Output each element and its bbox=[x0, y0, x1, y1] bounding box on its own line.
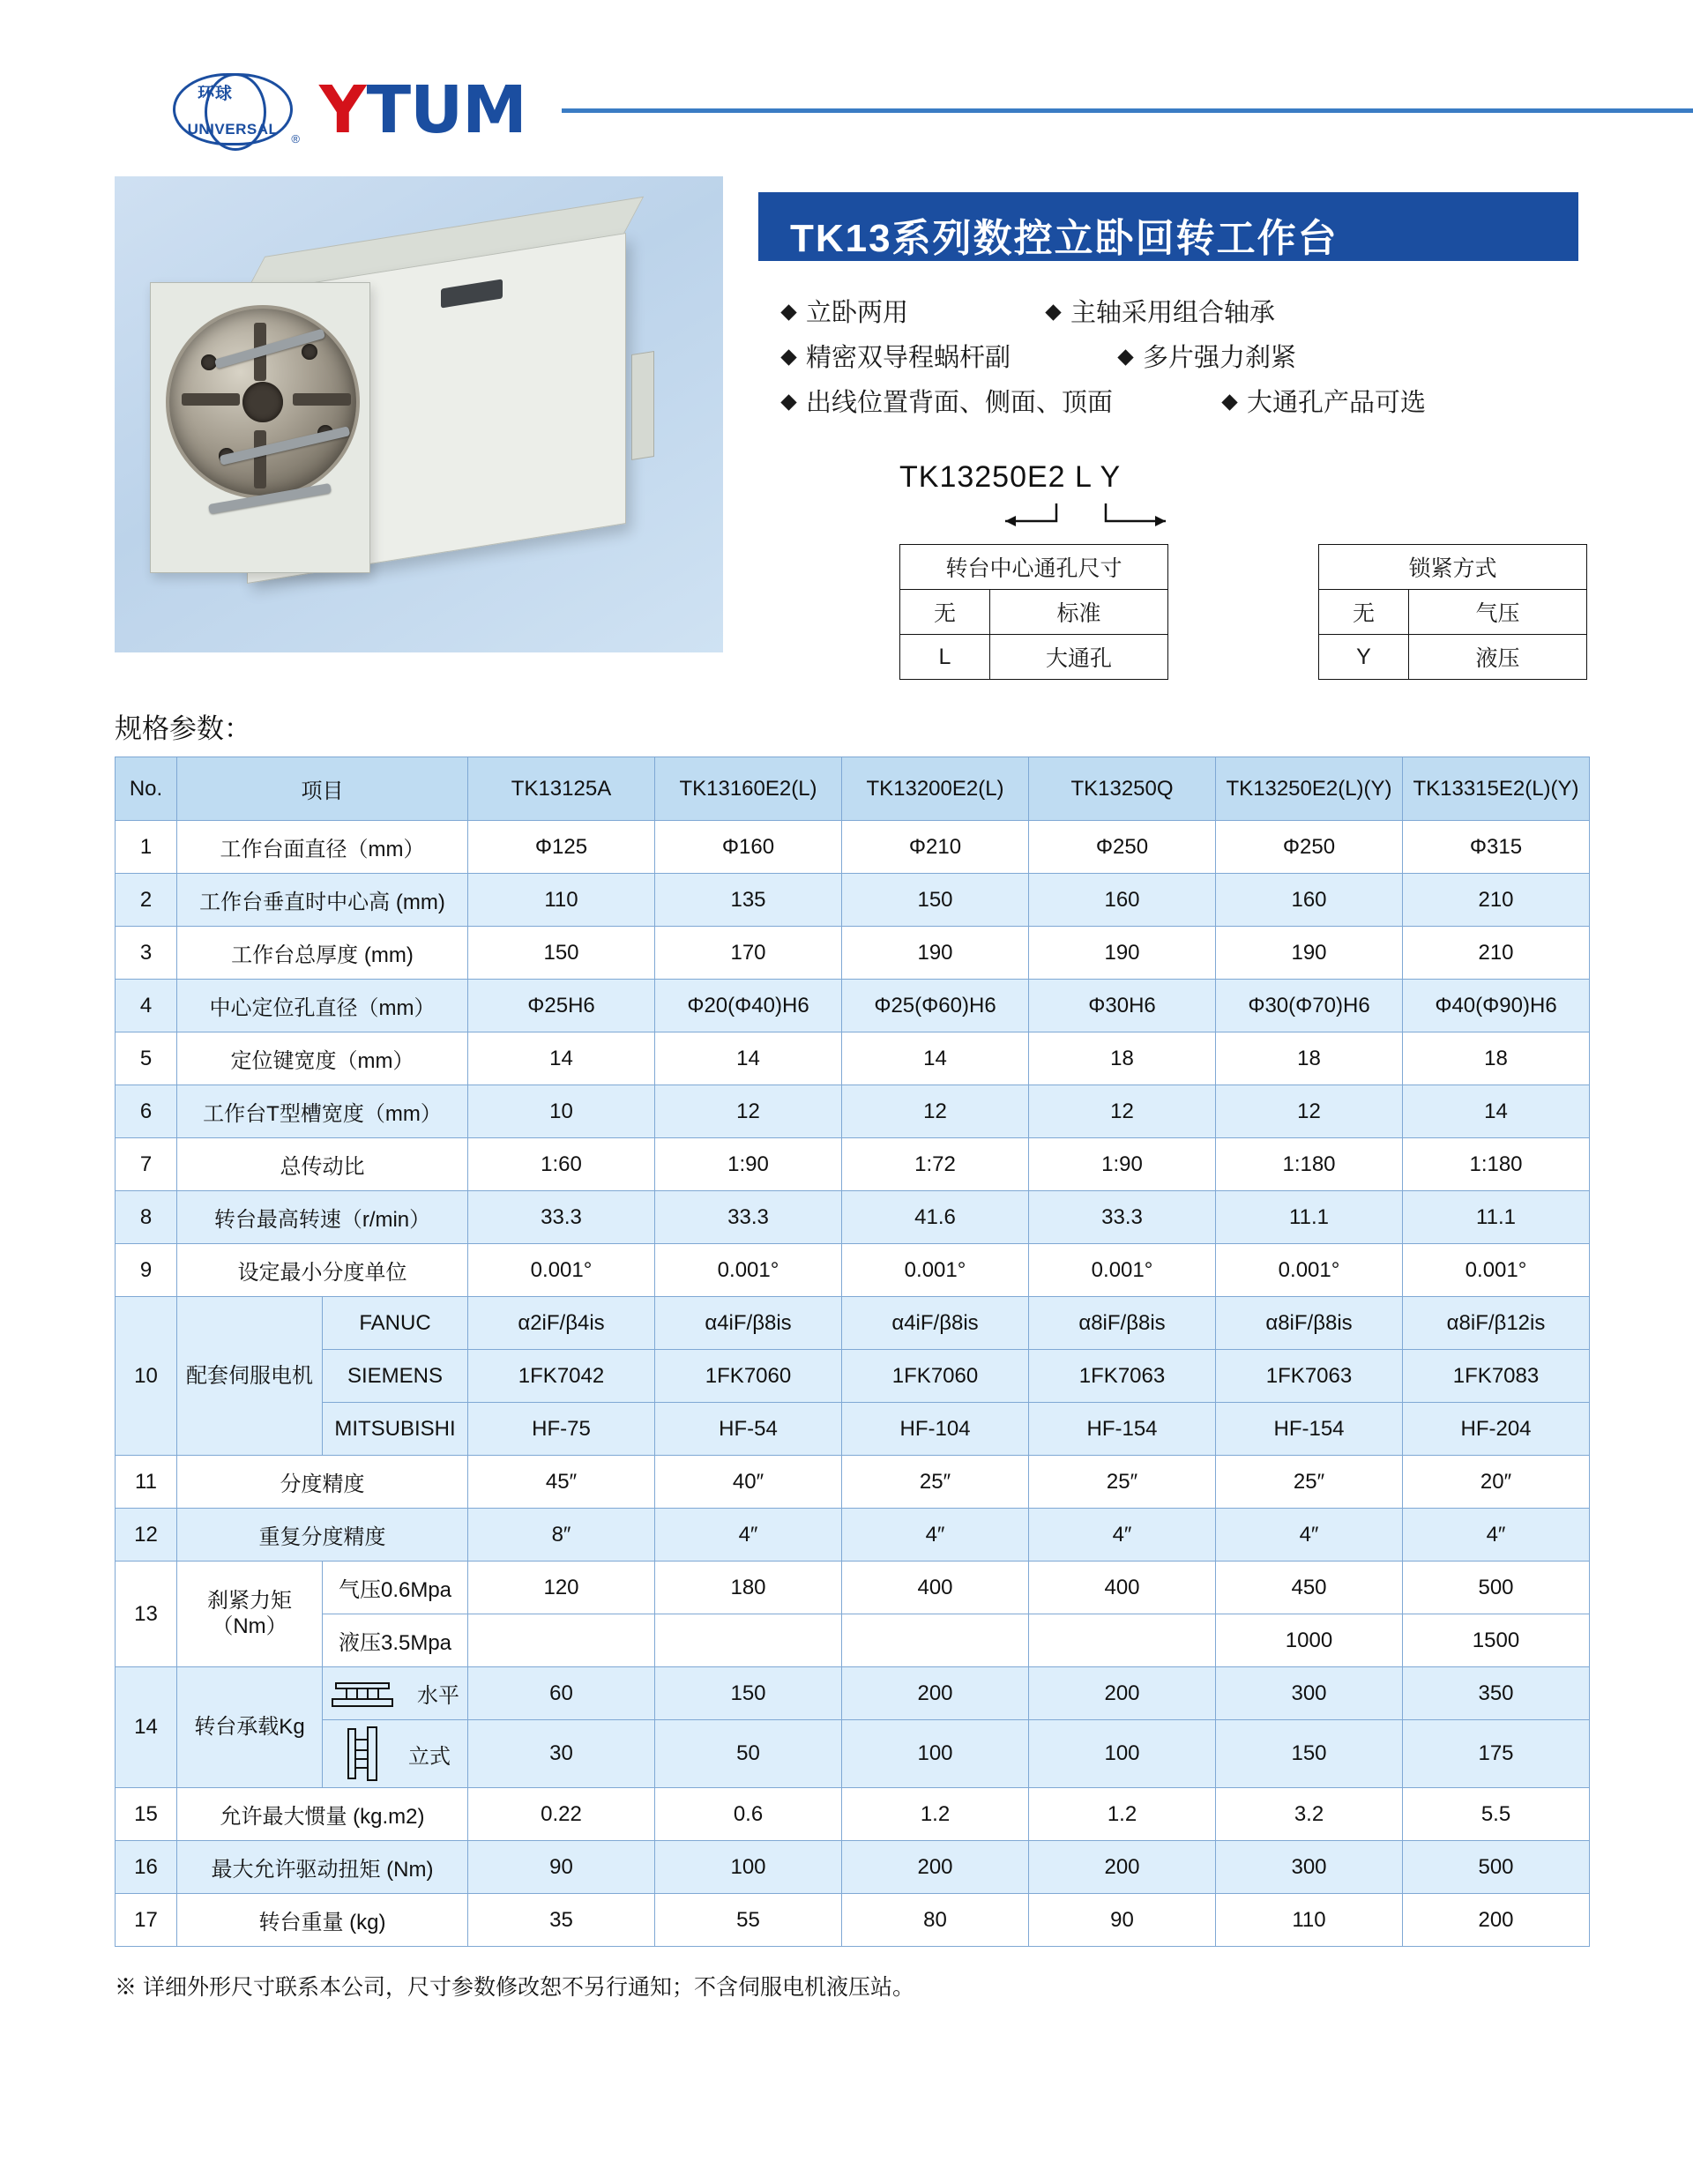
cell-value: 1.2 bbox=[1029, 1788, 1216, 1841]
load-sub-label: 水平 bbox=[417, 1684, 459, 1709]
table-row bbox=[116, 1297, 1590, 1350]
row-item-servo-motor: 配套伺服电机 bbox=[177, 1297, 323, 1456]
logo-chinese-text: 环球 bbox=[198, 85, 234, 103]
table-head bbox=[116, 757, 1590, 821]
cell-value: 14 bbox=[842, 1032, 1029, 1085]
cell-value: 100 bbox=[1029, 1720, 1216, 1788]
row-no: 6 bbox=[116, 1085, 177, 1138]
feature-item bbox=[783, 381, 1224, 426]
col-header-model-2: TK13160E2(L) bbox=[655, 757, 842, 821]
cell-value: 4″ bbox=[1403, 1509, 1590, 1562]
table-row bbox=[116, 1085, 1590, 1138]
cell-value: 300 bbox=[1216, 1841, 1403, 1894]
cell-value: 120 bbox=[468, 1562, 655, 1614]
machine-side-plate bbox=[631, 351, 654, 460]
row-item: 中心定位孔直径（mm） bbox=[177, 980, 468, 1032]
cell-value: 60 bbox=[468, 1667, 655, 1720]
row-no: 9 bbox=[116, 1244, 177, 1297]
cell-value: 90 bbox=[468, 1841, 655, 1894]
load-sub-label: 立式 bbox=[408, 1744, 451, 1769]
cell-value: α4iF/β8is bbox=[842, 1297, 1029, 1350]
cell-value: 25″ bbox=[1216, 1456, 1403, 1509]
feature-label: 立卧两用 bbox=[806, 299, 909, 327]
cell-value: Φ250 bbox=[1029, 821, 1216, 874]
cell-value: 1FK7042 bbox=[468, 1350, 655, 1403]
cell-value: 14 bbox=[655, 1032, 842, 1085]
table-row bbox=[116, 1841, 1590, 1894]
cell-value: 160 bbox=[1029, 874, 1216, 927]
cell-value: 200 bbox=[1029, 1841, 1216, 1894]
cell-value: α8iF/β8is bbox=[1029, 1297, 1216, 1350]
legend-key: 无 bbox=[1319, 590, 1409, 635]
cell-value: α4iF/β8is bbox=[655, 1297, 842, 1350]
table-hole bbox=[302, 344, 317, 360]
cell-value: 40″ bbox=[655, 1456, 842, 1509]
row-item: 工作台总厚度 (mm) bbox=[177, 927, 468, 980]
cell-value: α2iF/β4is bbox=[468, 1297, 655, 1350]
cell-value: 500 bbox=[1403, 1562, 1590, 1614]
rotary-table-face bbox=[166, 305, 360, 499]
cell-value: 100 bbox=[655, 1841, 842, 1894]
brake-sub-label: 液压3.5Mpa bbox=[323, 1614, 468, 1667]
row-no: 17 bbox=[116, 1894, 177, 1947]
cell-value: 200 bbox=[1403, 1894, 1590, 1947]
cell-value: 55 bbox=[655, 1894, 842, 1947]
cell-value: 1:90 bbox=[1029, 1138, 1216, 1191]
cell-value: 0.001° bbox=[1029, 1244, 1216, 1297]
row-no: 7 bbox=[116, 1138, 177, 1191]
cell-value: 4″ bbox=[1216, 1509, 1403, 1562]
cell-value: Φ30(Φ70)H6 bbox=[1216, 980, 1403, 1032]
cell-value: 1:180 bbox=[1216, 1138, 1403, 1191]
feature-label: 大通孔产品可选 bbox=[1247, 388, 1427, 417]
cell-value: 25″ bbox=[1029, 1456, 1216, 1509]
col-header-item: 项目 bbox=[177, 757, 468, 821]
bullet-diamond-icon bbox=[780, 394, 796, 410]
row-no: 12 bbox=[116, 1509, 177, 1562]
cell-value: 300 bbox=[1216, 1667, 1403, 1720]
cell-value: HF-154 bbox=[1029, 1403, 1216, 1456]
feature-label: 多片强力刹紧 bbox=[1143, 343, 1297, 372]
table-row bbox=[116, 1456, 1590, 1509]
cell-value: 150 bbox=[655, 1667, 842, 1720]
cell-value: 1:180 bbox=[1403, 1138, 1590, 1191]
cell-value: 11.1 bbox=[1403, 1191, 1590, 1244]
cell-value: 18 bbox=[1216, 1032, 1403, 1085]
bullet-diamond-icon bbox=[780, 349, 796, 365]
cell-value: 1FK7060 bbox=[842, 1350, 1029, 1403]
cell-value: 0.001° bbox=[655, 1244, 842, 1297]
row-no: 8 bbox=[116, 1191, 177, 1244]
table-row bbox=[116, 1720, 1590, 1788]
cell-value: 190 bbox=[842, 927, 1029, 980]
cell-value: HF-154 bbox=[1216, 1403, 1403, 1456]
cell-value: 18 bbox=[1029, 1032, 1216, 1085]
table-row bbox=[116, 980, 1590, 1032]
cell-value: 80 bbox=[842, 1894, 1029, 1947]
cell-value: Φ40(Φ90)H6 bbox=[1403, 980, 1590, 1032]
feature-row bbox=[783, 381, 1587, 426]
load-vertical-cell bbox=[323, 1720, 468, 1788]
bullet-diamond-icon bbox=[1221, 394, 1237, 410]
cell-value: 25″ bbox=[842, 1456, 1029, 1509]
cell-value: 4″ bbox=[842, 1509, 1029, 1562]
table-row bbox=[116, 1403, 1590, 1456]
motor-brand-label: FANUC bbox=[323, 1297, 468, 1350]
col-header-model-1: TK13125A bbox=[468, 757, 655, 821]
row-item: 重复分度精度 bbox=[177, 1509, 468, 1562]
table-row bbox=[116, 1667, 1590, 1720]
cell-value: 3.2 bbox=[1216, 1788, 1403, 1841]
model-legend-row bbox=[899, 544, 1587, 680]
col-header-model-6: TK13315E2(L)(Y) bbox=[1403, 757, 1590, 821]
row-no: 16 bbox=[116, 1841, 177, 1894]
cell-value: Φ160 bbox=[655, 821, 842, 874]
cell-value bbox=[842, 1614, 1029, 1667]
cell-value: 1FK7063 bbox=[1216, 1350, 1403, 1403]
bore-size-legend-table bbox=[899, 544, 1168, 680]
cell-value: 18 bbox=[1403, 1032, 1590, 1085]
row-no: 13 bbox=[116, 1562, 177, 1667]
feature-item bbox=[783, 336, 1120, 381]
row-item: 转台重量 (kg) bbox=[177, 1894, 468, 1947]
cell-value: 30 bbox=[468, 1720, 655, 1788]
legend-header: 转台中心通孔尺寸 bbox=[900, 545, 1168, 590]
row-item: 转台最高转速（r/min） bbox=[177, 1191, 468, 1244]
legend-value: 标准 bbox=[989, 590, 1167, 635]
col-header-model-3: TK13200E2(L) bbox=[842, 757, 1029, 821]
cell-value: 1000 bbox=[1216, 1614, 1403, 1667]
motor-brand-label: SIEMENS bbox=[323, 1350, 468, 1403]
cell-value: 33.3 bbox=[468, 1191, 655, 1244]
page-header bbox=[0, 0, 1693, 168]
cell-value: 8″ bbox=[468, 1509, 655, 1562]
table-row bbox=[900, 590, 1168, 635]
row-item: 工作台垂直时中心高 (mm) bbox=[177, 874, 468, 927]
hero-section bbox=[0, 168, 1693, 680]
row-no: 10 bbox=[116, 1297, 177, 1456]
cell-value: 135 bbox=[655, 874, 842, 927]
cell-value: 33.3 bbox=[1029, 1191, 1216, 1244]
cell-value: 0.001° bbox=[842, 1244, 1029, 1297]
brand-wordmark bbox=[319, 72, 526, 148]
arrow-lines-icon bbox=[901, 500, 1518, 542]
cell-value: HF-54 bbox=[655, 1403, 842, 1456]
brand-y-letter: Y bbox=[319, 72, 367, 148]
cell-value: 400 bbox=[1029, 1562, 1216, 1614]
cell-value: 210 bbox=[1403, 927, 1590, 980]
cell-value: α8iF/β8is bbox=[1216, 1297, 1403, 1350]
legend-value: 大通孔 bbox=[989, 635, 1167, 680]
row-no: 3 bbox=[116, 927, 177, 980]
cell-value: 12 bbox=[1216, 1085, 1403, 1138]
row-item: 定位键宽度（mm） bbox=[177, 1032, 468, 1085]
feature-row bbox=[783, 291, 1587, 336]
specification-table bbox=[115, 757, 1590, 1947]
row-item-brake-torque: 刹紧力矩（Nm） bbox=[177, 1562, 323, 1667]
cell-value: 1FK7083 bbox=[1403, 1350, 1590, 1403]
cell-value: 200 bbox=[1029, 1667, 1216, 1720]
cell-value bbox=[1029, 1614, 1216, 1667]
feature-label: 主轴采用组合轴承 bbox=[1070, 299, 1276, 327]
cell-value: α8iF/β12is bbox=[1403, 1297, 1590, 1350]
cell-value: 110 bbox=[468, 874, 655, 927]
cell-value: HF-204 bbox=[1403, 1403, 1590, 1456]
feature-item bbox=[1120, 336, 1296, 381]
hero-content bbox=[723, 176, 1693, 680]
header-divider bbox=[562, 108, 1693, 113]
row-item-load-capacity: 转台承载Kg bbox=[177, 1667, 323, 1788]
horizontal-table-icon bbox=[331, 1674, 394, 1713]
row-no: 1 bbox=[116, 821, 177, 874]
cell-value: 11.1 bbox=[1216, 1191, 1403, 1244]
table-row bbox=[116, 1562, 1590, 1614]
row-item: 工作台T型槽宽度（mm） bbox=[177, 1085, 468, 1138]
legend-key: L bbox=[900, 635, 990, 680]
t-slot bbox=[254, 430, 266, 488]
brand-tum-letters: TUM bbox=[366, 72, 526, 148]
cell-value: 14 bbox=[1403, 1085, 1590, 1138]
row-item: 允许最大惯量 (kg.m2) bbox=[177, 1788, 468, 1841]
model-code-diagram bbox=[758, 460, 1587, 680]
cell-value: Φ25H6 bbox=[468, 980, 655, 1032]
row-item: 最大允许驱动扭矩 (Nm) bbox=[177, 1841, 468, 1894]
cell-value: 0.001° bbox=[1216, 1244, 1403, 1297]
spec-heading: 规格参数： bbox=[115, 713, 251, 745]
table-row bbox=[116, 1788, 1590, 1841]
legend-key: 无 bbox=[900, 590, 990, 635]
cell-value: HF-75 bbox=[468, 1403, 655, 1456]
row-no: 2 bbox=[116, 874, 177, 927]
cell-value: 150 bbox=[842, 874, 1029, 927]
logo-english-text: UNIVERSAL bbox=[187, 121, 279, 138]
feature-list bbox=[758, 291, 1587, 425]
cell-value: 175 bbox=[1403, 1720, 1590, 1788]
motor-brand-label: MITSUBISHI bbox=[323, 1403, 468, 1456]
cell-value: 45″ bbox=[468, 1456, 655, 1509]
cell-value: 190 bbox=[1029, 927, 1216, 980]
cell-value: Φ315 bbox=[1403, 821, 1590, 874]
cell-value: 12 bbox=[1029, 1085, 1216, 1138]
cell-value: 33.3 bbox=[655, 1191, 842, 1244]
cell-value: 1500 bbox=[1403, 1614, 1590, 1667]
table-body bbox=[116, 821, 1590, 1947]
brake-sub-label: 气压0.6Mpa bbox=[323, 1562, 468, 1614]
cell-value: 110 bbox=[1216, 1894, 1403, 1947]
cell-value: 10 bbox=[468, 1085, 655, 1138]
cell-value: 12 bbox=[842, 1085, 1029, 1138]
cell-value: 0.6 bbox=[655, 1788, 842, 1841]
feature-row bbox=[783, 336, 1587, 381]
universal-logo-icon bbox=[168, 68, 298, 153]
legend-key: Y bbox=[1319, 635, 1409, 680]
cell-value: 200 bbox=[842, 1841, 1029, 1894]
table-row bbox=[116, 1894, 1590, 1947]
cell-value: 0.22 bbox=[468, 1788, 655, 1841]
cell-value: 35 bbox=[468, 1894, 655, 1947]
legend-header: 锁紧方式 bbox=[1319, 545, 1587, 590]
cell-value: 20″ bbox=[1403, 1456, 1590, 1509]
cell-value: 350 bbox=[1403, 1667, 1590, 1720]
cell-value: 180 bbox=[655, 1562, 842, 1614]
cell-value: 1:60 bbox=[468, 1138, 655, 1191]
cell-value: 5.5 bbox=[1403, 1788, 1590, 1841]
model-code-text: TK13250E2 L Y bbox=[899, 460, 1122, 495]
cell-value: Φ250 bbox=[1216, 821, 1403, 874]
feature-label: 精密双导程蜗杆副 bbox=[806, 343, 1011, 372]
table-row bbox=[116, 874, 1590, 927]
table-row bbox=[116, 927, 1590, 980]
feature-item bbox=[1224, 381, 1426, 426]
cell-value: 210 bbox=[1403, 874, 1590, 927]
bullet-diamond-icon bbox=[1117, 349, 1133, 365]
cell-value: 90 bbox=[1029, 1894, 1216, 1947]
load-horizontal-cell bbox=[323, 1667, 468, 1720]
row-no: 11 bbox=[116, 1456, 177, 1509]
col-header-model-4: TK13250Q bbox=[1029, 757, 1216, 821]
row-item: 设定最小分度单位 bbox=[177, 1244, 468, 1297]
registered-mark-icon: ® bbox=[291, 132, 300, 145]
cell-value: HF-104 bbox=[842, 1403, 1029, 1456]
cell-value: 1:90 bbox=[655, 1138, 842, 1191]
cell-value: 0.001° bbox=[468, 1244, 655, 1297]
cell-value: Φ30H6 bbox=[1029, 980, 1216, 1032]
row-no: 14 bbox=[116, 1667, 177, 1788]
table-row bbox=[116, 1191, 1590, 1244]
table-row bbox=[116, 821, 1590, 874]
cell-value: 50 bbox=[655, 1720, 842, 1788]
row-no: 15 bbox=[116, 1788, 177, 1841]
cell-value: 0.001° bbox=[1403, 1244, 1590, 1297]
table-row bbox=[900, 545, 1168, 590]
cell-value: 1.2 bbox=[842, 1788, 1029, 1841]
cell-value: 170 bbox=[655, 927, 842, 980]
table-row bbox=[900, 635, 1168, 680]
cell-value: 100 bbox=[842, 1720, 1029, 1788]
cell-value: 150 bbox=[468, 927, 655, 980]
table-row bbox=[1319, 545, 1587, 590]
cell-value: 41.6 bbox=[842, 1191, 1029, 1244]
cell-value: 14 bbox=[468, 1032, 655, 1085]
col-header-model-5: TK13250E2(L)(Y) bbox=[1216, 757, 1403, 821]
col-header-no: No. bbox=[116, 757, 177, 821]
product-title: TK13系列数控立卧回转工作台 bbox=[758, 192, 1578, 261]
cell-value: 450 bbox=[1216, 1562, 1403, 1614]
cell-value: 4″ bbox=[655, 1509, 842, 1562]
cell-value: Φ210 bbox=[842, 821, 1029, 874]
cell-value bbox=[655, 1614, 842, 1667]
cell-value: 200 bbox=[842, 1667, 1029, 1720]
cell-value: 400 bbox=[842, 1562, 1029, 1614]
t-slot bbox=[182, 393, 240, 406]
product-photo bbox=[115, 176, 723, 652]
feature-item bbox=[1048, 291, 1275, 336]
row-no: 4 bbox=[116, 980, 177, 1032]
row-no: 5 bbox=[116, 1032, 177, 1085]
table-row bbox=[1319, 590, 1587, 635]
table-header-row bbox=[116, 757, 1590, 821]
table-row bbox=[116, 1614, 1590, 1667]
t-slot bbox=[293, 393, 351, 406]
feature-label: 出线位置背面、侧面、顶面 bbox=[806, 388, 1114, 417]
row-item: 分度精度 bbox=[177, 1456, 468, 1509]
table-row bbox=[116, 1350, 1590, 1403]
row-item: 总传动比 bbox=[177, 1138, 468, 1191]
bullet-diamond-icon bbox=[1045, 304, 1061, 320]
cell-value: 160 bbox=[1216, 874, 1403, 927]
table-row bbox=[116, 1244, 1590, 1297]
spec-table-wrapper bbox=[0, 757, 1693, 1947]
cell-value bbox=[468, 1614, 655, 1667]
table-row bbox=[1319, 635, 1587, 680]
cell-value: 150 bbox=[1216, 1720, 1403, 1788]
cell-value: 1:72 bbox=[842, 1138, 1029, 1191]
vertical-table-icon bbox=[339, 1726, 385, 1782]
clamping-type-legend-table bbox=[1318, 544, 1587, 680]
cell-value: 500 bbox=[1403, 1841, 1590, 1894]
cell-value: 1FK7060 bbox=[655, 1350, 842, 1403]
table-row bbox=[116, 1032, 1590, 1085]
row-item: 工作台面直径（mm） bbox=[177, 821, 468, 874]
table-row bbox=[116, 1138, 1590, 1191]
legend-value: 液压 bbox=[1408, 635, 1586, 680]
table-row bbox=[116, 1509, 1590, 1562]
legend-value: 气压 bbox=[1408, 590, 1586, 635]
cell-value: Φ125 bbox=[468, 821, 655, 874]
cell-value: 190 bbox=[1216, 927, 1403, 980]
model-code-arrows bbox=[901, 500, 1518, 542]
cell-value: 12 bbox=[655, 1085, 842, 1138]
bullet-diamond-icon bbox=[780, 304, 796, 320]
cell-value: 1FK7063 bbox=[1029, 1350, 1216, 1403]
cell-value: 4″ bbox=[1029, 1509, 1216, 1562]
feature-item bbox=[783, 291, 1048, 336]
cell-value: Φ20(Φ40)H6 bbox=[655, 980, 842, 1032]
table-footnote: ※ 详细外形尺寸联系本公司，尺寸参数修改恕不另行通知；不含伺服电机液压站。 bbox=[115, 1975, 914, 2001]
cell-value: Φ25(Φ60)H6 bbox=[842, 980, 1029, 1032]
